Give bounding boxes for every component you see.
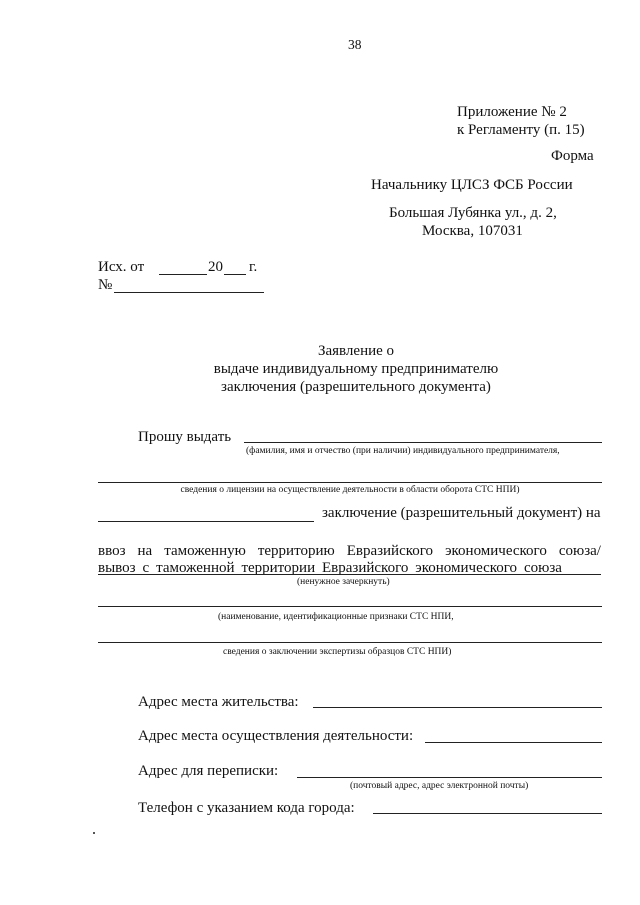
scan-dot (93, 832, 95, 834)
export-word: с (142, 560, 150, 576)
import-word: экономического (445, 543, 547, 559)
export-word: Евразийского (322, 560, 409, 576)
item-name-line (98, 606, 602, 607)
request-label: Прошу выдать (138, 429, 232, 445)
residence-line (313, 707, 602, 708)
export-word: союза (523, 560, 562, 576)
caption-name: (наименование, идентификационные признаки СТС НПИ, (218, 612, 454, 622)
import-word: территорию (257, 543, 335, 559)
caption-expertise: сведения о заключении экспертизы образцов СТС НПИ) (223, 647, 452, 657)
activity-line (425, 742, 602, 743)
number-line (114, 292, 264, 293)
ref-year-suffix: г. (249, 259, 258, 275)
conclusion-text: заключение (разрешительный документ) на (322, 505, 601, 521)
import-word: таможенную (164, 543, 246, 559)
caption-license: сведения о лицензии на осуществление деятельности в области оборота СТС НПИ) (180, 485, 520, 495)
license-line (98, 482, 602, 483)
address-line-2: Москва, 107031 (422, 223, 523, 239)
import-word: союза/ (558, 543, 601, 559)
export-word: вывоз (98, 560, 136, 576)
number-label: № (98, 277, 113, 293)
form-label: Форма (551, 148, 594, 164)
regulation-label: к Регламенту (п. 15) (457, 122, 585, 138)
correspondence-label: Адрес для переписки: (138, 763, 279, 779)
import-word: на (137, 543, 153, 559)
expertise-line (98, 642, 602, 643)
import-word: Евразийского (346, 543, 434, 559)
phone-line (373, 813, 602, 814)
export-word: территории (241, 560, 316, 576)
title-line-3: заключения (разрешительного документа) (221, 379, 491, 395)
phone-label: Телефон с указанием кода города: (138, 800, 355, 816)
caption-fio: (фамилия, имя и отчество (при наличии) индивидуального предпринимателя, (246, 446, 560, 456)
page-number: 38 (348, 37, 362, 52)
title-line-2: выдаче индивидуальному предпринимателю (213, 361, 499, 377)
import-word: ввоз (98, 543, 126, 559)
conclusion-line (98, 521, 314, 522)
ref-date-line (159, 274, 207, 275)
export-underline (98, 574, 601, 575)
activity-label: Адрес места осуществления деятельности: (138, 728, 414, 744)
export-word: таможенной (156, 560, 235, 576)
title-line-1: Заявление о (317, 343, 395, 359)
recipient-label: Начальнику ЦЛСЗ ФСБ России (371, 177, 573, 193)
caption-postal: (почтовый адрес, адрес электронной почты) (350, 781, 529, 791)
ref-year-line (224, 274, 246, 275)
ref-prefix: Исх. от (98, 259, 145, 275)
import-row (98, 543, 601, 560)
appendix-label: Приложение № 2 (457, 104, 567, 120)
correspondence-line (297, 777, 602, 778)
caption-strike: (ненужное зачеркнуть) (297, 577, 390, 587)
fio-line (244, 442, 602, 443)
address-line-1: Большая Лубянка ул., д. 2, (389, 205, 557, 221)
ref-year-prefix: 20 (208, 259, 223, 275)
residence-label: Адрес места жительства: (138, 694, 299, 710)
export-word: экономического (415, 560, 518, 576)
